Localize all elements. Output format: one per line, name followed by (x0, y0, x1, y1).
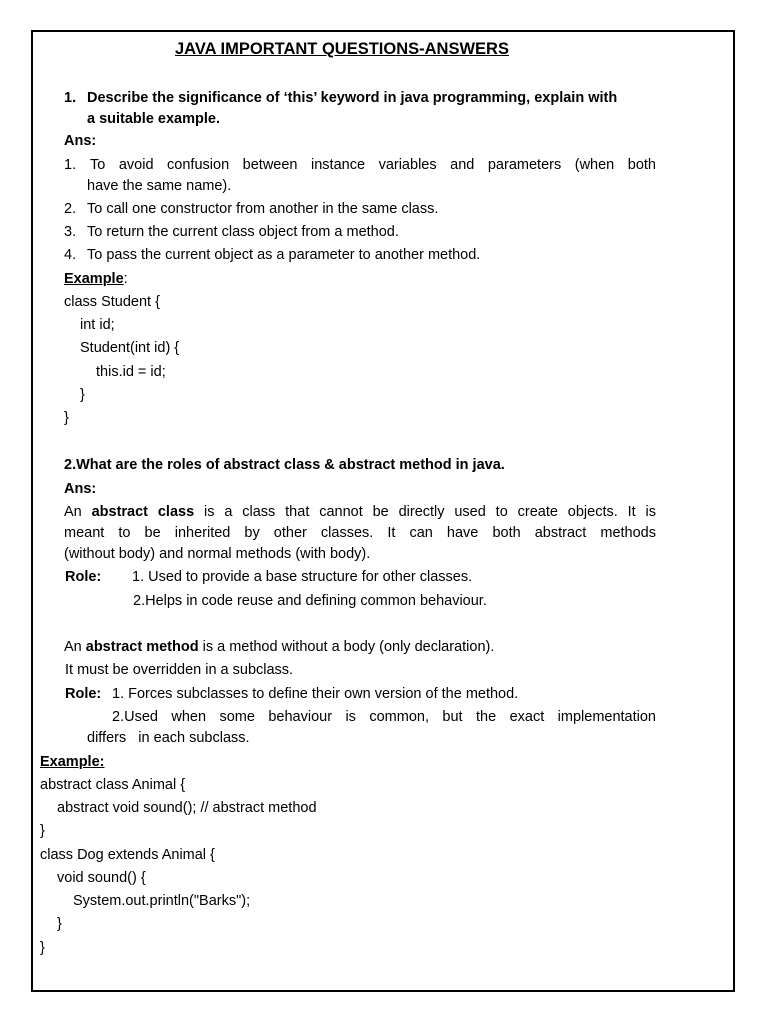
q2-p1-post: is a class that cannot be directly used to create objects. It is (194, 504, 656, 520)
q2-role2-label: Role: (65, 686, 102, 702)
q2-code-line: abstract void sound(); // abstract method (57, 800, 317, 816)
q1-point-4-num: 4. (64, 247, 77, 263)
q2-role1-item1: 1. Used to provide a base structure for other classes. (132, 569, 473, 585)
q1-question-line2: a suitable example. (87, 111, 220, 127)
q1-point-1-line1: To avoid confusion between instance variables and parameters (when both (90, 157, 656, 173)
q1-code-line: Student(int id) { (80, 340, 180, 356)
q1-number: 1. (64, 90, 77, 106)
q1-point-3-text: To return the current class object from a method. (87, 224, 399, 240)
q2-p2-pre: An (64, 639, 86, 655)
q2-role2-item2: 2.Used when some behaviour is common, but the exact implementation (112, 709, 656, 725)
q1-code-line: int id; (80, 317, 115, 333)
q2-p2-line1 (64, 638, 494, 656)
q1-question-line1: Describe the significance of ‘this’ keyword in java programming, explain with (87, 90, 618, 106)
q2-role1-item2: 2.Helps in code reuse and defining common behaviour. (133, 593, 487, 609)
page-title: JAVA IMPORTANT QUESTIONS-ANSWERS (175, 40, 509, 58)
q1-point-4-text: To pass the current object as a parameter to another method. (87, 247, 481, 263)
q1-point-2-text: To call one constructor from another in the same class. (87, 201, 439, 217)
q1-code-line: } (80, 387, 85, 403)
q2-role1-label: Role: (65, 569, 102, 585)
q1-example-heading (64, 270, 128, 288)
q1-point-1-num: 1. (64, 157, 77, 173)
q1-point-3-num: 3. (64, 224, 77, 240)
q2-ans-label: Ans: (64, 481, 97, 497)
q2-p1-line2: meant to be inherited by other classes. It can have both abstract methods (64, 525, 656, 541)
q2-p1-pre: An (64, 504, 92, 520)
q1-code-line: } (64, 410, 69, 426)
q2-code-line: } (40, 823, 45, 839)
q2-question: 2.What are the roles of abstract class & abstract method in java. (64, 457, 505, 473)
q2-p1-bold: abstract class (91, 504, 195, 520)
q2-role2-item3: differs in each subclass. (87, 730, 250, 746)
q2-example-label: Example: (40, 754, 105, 770)
q2-code-line: } (57, 916, 62, 932)
q1-example-colon: : (123, 271, 128, 287)
q1-code-line: class Student { (64, 294, 160, 310)
q1-ans-label: Ans: (64, 133, 97, 149)
q1-example-label: Example (64, 271, 124, 287)
q2-p2-line2: It must be overridden in a subclass. (65, 662, 294, 678)
q2-p2-bold: abstract method (85, 639, 199, 655)
q2-code-line: abstract class Animal { (40, 777, 186, 793)
q1-code-line: this.id = id; (96, 364, 166, 380)
q1-point-1-line2: have the same name). (87, 178, 232, 194)
q2-p1-line1 (64, 503, 656, 521)
q2-code-line: System.out.println("Barks"); (73, 893, 251, 909)
q2-p1-line3: (without body) and normal methods (with body). (64, 546, 371, 562)
q2-p2-post: is a method without a body (only declaration). (198, 639, 495, 655)
q2-role2-item1: 1. Forces subclasses to define their own version of the method. (112, 686, 519, 702)
q2-code-line: void sound() { (57, 870, 146, 886)
q2-code-line: } (40, 940, 45, 956)
q1-point-2-num: 2. (64, 201, 77, 217)
q2-code-line: class Dog extends Animal { (40, 847, 215, 863)
